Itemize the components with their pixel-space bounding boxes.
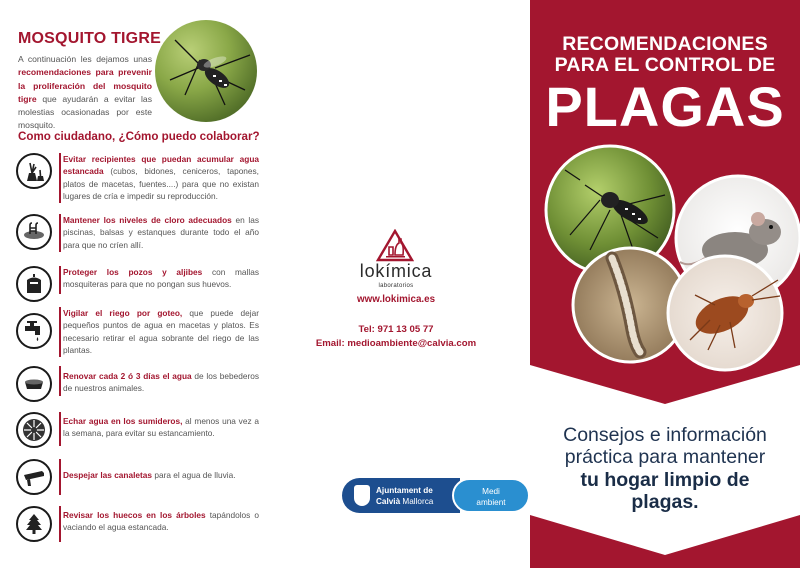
ajuntament-line1: Ajuntament de (376, 486, 433, 495)
tip-bar (59, 307, 61, 357)
intro-text-1: A continuación les dejamos unas (18, 54, 152, 64)
ajuntament-logo (342, 478, 530, 513)
lokimica-logo-icon (376, 229, 414, 263)
lokimica-url[interactable]: www.lokimica.es (356, 294, 436, 305)
tip-text: Revisar los huecos en los árboles tapándolos o vaciando el agua estancada. (63, 510, 260, 533)
medi-line2: ambient (476, 498, 506, 507)
intro-text-bold: recomendaciones para prevenir la proliferación del mosquito tigre (18, 67, 152, 104)
tip-bar (59, 412, 61, 446)
tip-text: Vigilar el riego por goteo, que puede dejar pequeños puntos de agua en macetas y platos. Es necesario retirar el agua sobrante del riego de las plantas. (63, 308, 259, 356)
well-icon (16, 266, 52, 302)
middle-panel (262, 0, 530, 568)
tip-text: Proteger los pozos y aljibes con mallas mosquiteras para que no pongan sus huevos. (63, 267, 259, 290)
intro-text-2: que ayudarán a evitar las molestias ocasionadas por este mosquito. (18, 93, 152, 131)
crest-icon (354, 485, 370, 506)
tree-icon (16, 506, 52, 542)
tap-icon (16, 313, 52, 349)
tip-item (16, 459, 256, 495)
plant-pots-icon (16, 153, 52, 189)
cover-panel (530, 0, 800, 568)
lokimica-subtitle: laboratorios (378, 283, 414, 289)
medi-ambient-badge (452, 478, 530, 513)
left-panel (0, 0, 262, 568)
tip-bar (59, 214, 61, 252)
tip-bar (59, 506, 61, 542)
pool-icon (16, 214, 52, 250)
cover-subtitle-2: práctica para mantener (564, 446, 766, 468)
tip-text: Echar agua en los sumideros, al menos una vez a la semana, para evitar su estancamiento. (63, 416, 259, 439)
tip-text: Renovar cada 2 ó 3 días el agua de los bebederos de nuestros animales. (63, 371, 259, 394)
cover-subtitle-1: Consejos e información (563, 424, 767, 446)
intro-paragraph (18, 53, 152, 133)
ajuntament-line2: Calvià Mallorca (376, 497, 434, 506)
tip-item (16, 366, 259, 396)
tip-item (16, 307, 259, 357)
drain-icon (16, 412, 52, 448)
cockroach-image (668, 256, 782, 370)
tip-item (16, 153, 259, 203)
cover-subtitle-4: plagas. (631, 491, 699, 513)
tip-item (16, 412, 259, 446)
email-text[interactable]: Email: medioambiente@calvia.com (315, 338, 477, 349)
pet-bowl-icon (16, 366, 52, 402)
phone-text: Tel: 971 13 05 77 (358, 324, 434, 335)
cover-title-line1: RECOMENDACIONES (562, 33, 768, 55)
tip-item (16, 214, 259, 252)
mosquito-photo (155, 20, 257, 122)
tip-text: Evitar recipientes que puedan acumular agua estancada (cubos, bidones, ceniceros, tapones, platos de macetas, fuentes....) para que no existan lugares de cría e impedir su reproducción. (63, 154, 259, 202)
medi-line1: Medi (482, 487, 500, 496)
collaborate-title: Como ciudadano, ¿Cómo puedo colaborar? (18, 130, 260, 143)
cover-subtitle-3: tu hogar limpio de (580, 469, 750, 491)
tip-text: Mantener los niveles de cloro adecuados en las piscinas, balsas y estanques durante todo el año para que no críen allí. (63, 215, 259, 250)
tip-item (16, 506, 260, 542)
lokimica-name: lokímica (359, 261, 433, 281)
gutter-icon (16, 459, 52, 495)
tip-text: Despejar las canaletas para el agua de lluvia. (63, 470, 236, 480)
tip-bar (59, 153, 61, 203)
tip-bar (59, 459, 61, 495)
tip-bar (59, 266, 61, 294)
ajuntament-badge (342, 478, 460, 513)
tip-item (16, 266, 259, 294)
tip-bar (59, 366, 61, 396)
cover-title-plagas: PLAGAS (545, 75, 785, 138)
cover-title-line2: PARA EL CONTROL DE (554, 54, 776, 76)
mosquito-tigre-title: MOSQUITO TIGRE (18, 30, 161, 47)
